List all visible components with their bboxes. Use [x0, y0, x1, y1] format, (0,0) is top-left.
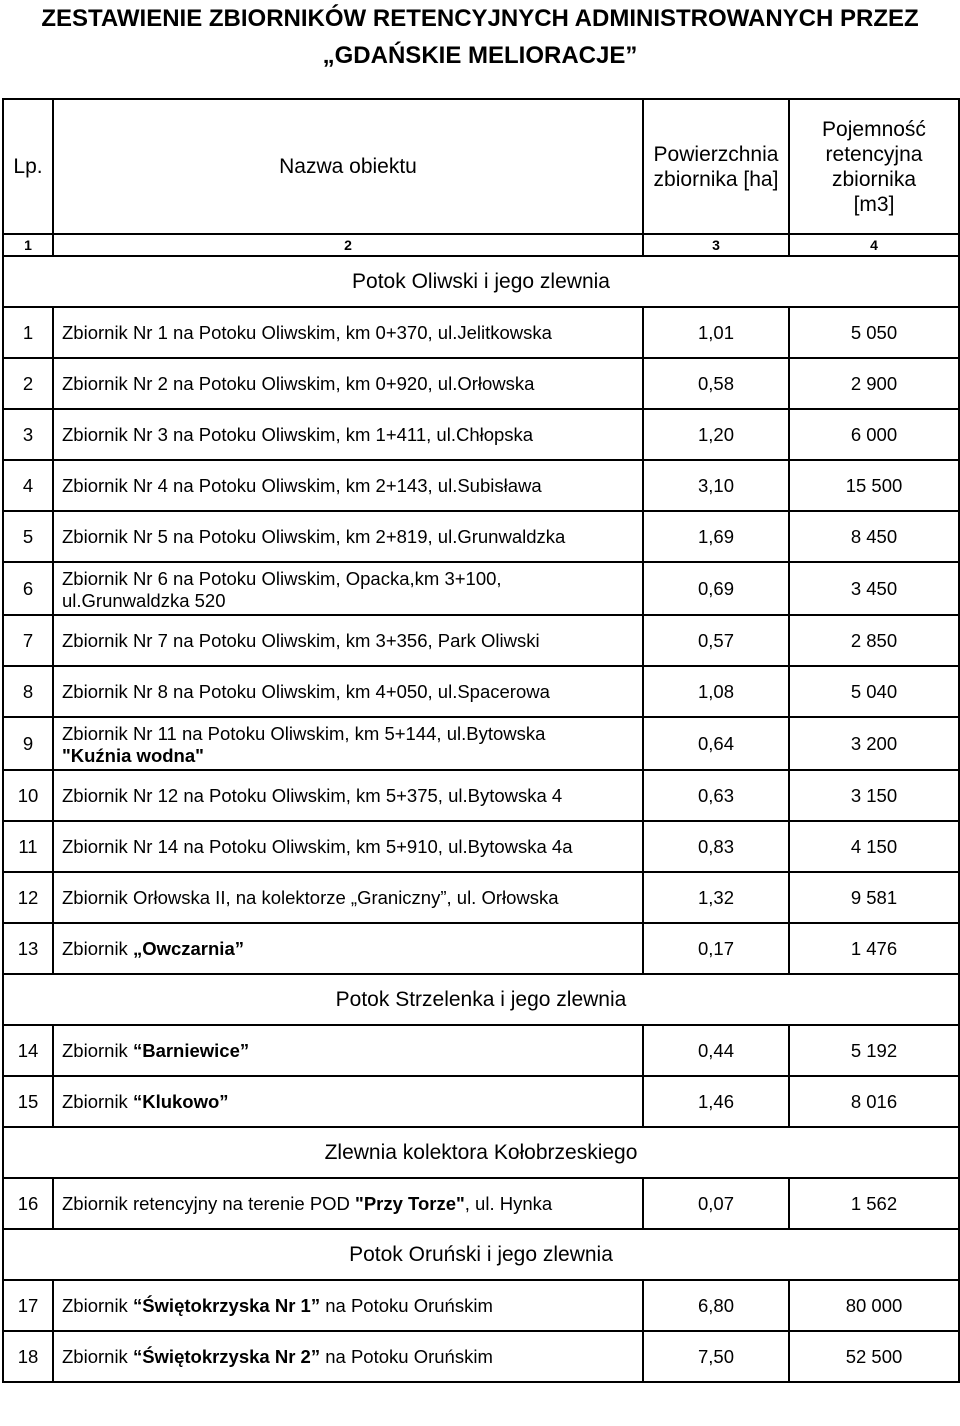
header-name: Nazwa obiektu — [53, 99, 643, 234]
cell-capacity: 3 200 — [789, 717, 959, 770]
cell-name — [53, 1331, 643, 1382]
cell-capacity: 15 500 — [789, 460, 959, 511]
cell-name-line-2: ul.Grunwaldzka 520 — [62, 589, 226, 611]
cell-capacity: 5 040 — [789, 666, 959, 717]
cell-name-line-2: "Kuźnia wodna" — [62, 744, 204, 766]
cell-name-bold: "Przy Torze" — [355, 1192, 465, 1214]
cell-lp: 4 — [3, 460, 53, 511]
section-row — [3, 1229, 959, 1280]
cell-capacity: 1 476 — [789, 923, 959, 974]
cell-name — [53, 1076, 643, 1127]
cell-area: 0,57 — [643, 615, 789, 666]
cell-name: Zbiornik Nr 1 na Potoku Oliwskim, km 0+370, ul.Jelitkowska — [53, 307, 643, 358]
cell-area: 6,80 — [643, 1280, 789, 1331]
cell-name: Zbiornik Nr 8 na Potoku Oliwskim, km 4+050, ul.Spacerowa — [53, 666, 643, 717]
header-capacity-text: Pojemność retencyjna zbiornika [m3] — [822, 117, 926, 216]
cell-name-bold: “Świętokrzyska Nr 2” — [132, 1345, 321, 1367]
cell-capacity: 2 900 — [789, 358, 959, 409]
cell-name — [53, 1178, 643, 1229]
table-row — [3, 1025, 959, 1076]
cell-lp: 18 — [3, 1331, 53, 1382]
cell-lp: 17 — [3, 1280, 53, 1331]
section-title: Potok Strzelenka i jego zlewnia — [3, 974, 959, 1025]
cell-lp: 13 — [3, 923, 53, 974]
table-row — [3, 821, 959, 872]
title-line-2: „GDAŃSKIE MELIORACJE” — [322, 42, 638, 69]
cell-lp: 11 — [3, 821, 53, 872]
cell-capacity: 3 450 — [789, 562, 959, 615]
cell-capacity: 8 450 — [789, 511, 959, 562]
title-line-1: ZESTAWIENIE ZBIORNIKÓW RETENCYJNYCH ADMINISTROWANYCH PRZEZ — [41, 5, 919, 32]
cell-lp: 14 — [3, 1025, 53, 1076]
table-row — [3, 872, 959, 923]
cell-area: 0,83 — [643, 821, 789, 872]
cell-capacity: 2 850 — [789, 615, 959, 666]
section-title: Zlewnia kolektora Kołobrzeskiego — [3, 1127, 959, 1178]
cell-name — [53, 923, 643, 974]
cell-area: 0,17 — [643, 923, 789, 974]
cell-name-suffix: na Potoku Oruńskim — [320, 1345, 493, 1367]
section-row — [3, 1127, 959, 1178]
table-row — [3, 1331, 959, 1382]
table-row — [3, 770, 959, 821]
table-row — [3, 562, 959, 615]
cell-name: Zbiornik Nr 5 na Potoku Oliwskim, km 2+819, ul.Grunwaldzka — [53, 511, 643, 562]
column-number: 1 — [3, 234, 53, 256]
cell-name: Zbiornik Nr 7 na Potoku Oliwskim, km 3+356, Park Oliwski — [53, 615, 643, 666]
cell-name-bold: “Świętokrzyska Nr 1” — [132, 1294, 321, 1316]
cell-name: Zbiornik Nr 4 na Potoku Oliwskim, km 2+143, ul.Subisława — [53, 460, 643, 511]
cell-area: 1,32 — [643, 872, 789, 923]
cell-name-bold: „Owczarnia” — [132, 937, 244, 959]
cell-lp: 16 — [3, 1178, 53, 1229]
table-row — [3, 307, 959, 358]
cell-area: 0,58 — [643, 358, 789, 409]
cell-area: 1,20 — [643, 409, 789, 460]
cell-lp: 9 — [3, 717, 53, 770]
column-number: 3 — [643, 234, 789, 256]
cell-area: 0,63 — [643, 770, 789, 821]
section-title: Potok Oruński i jego zlewnia — [3, 1229, 959, 1280]
cell-capacity: 5 050 — [789, 307, 959, 358]
cell-name: Zbiornik Orłowska II, na kolektorze „Graniczny”, ul. Orłowska — [53, 872, 643, 923]
table-row — [3, 717, 959, 770]
cell-area: 1,01 — [643, 307, 789, 358]
cell-name-suffix: , ul. Hynka — [464, 1192, 553, 1214]
cell-lp: 8 — [3, 666, 53, 717]
cell-lp: 7 — [3, 615, 53, 666]
cell-name-bold: “Barniewice” — [132, 1039, 250, 1061]
table-row — [3, 615, 959, 666]
cell-name: Zbiornik Nr 14 na Potoku Oliwskim, km 5+910, ul.Bytowska 4a — [53, 821, 643, 872]
cell-name-line-1: Zbiornik Nr 6 na Potoku Oliwskim, Opacka,km 3+100, — [62, 567, 502, 589]
table-row — [3, 409, 959, 460]
cell-name — [53, 562, 643, 615]
cell-lp: 6 — [3, 562, 53, 615]
cell-lp: 2 — [3, 358, 53, 409]
cell-capacity: 80 000 — [789, 1280, 959, 1331]
cell-name-bold: “Klukowo” — [132, 1090, 229, 1112]
cell-area: 0,44 — [643, 1025, 789, 1076]
cell-area: 0,64 — [643, 717, 789, 770]
cell-area: 7,50 — [643, 1331, 789, 1382]
table-header-row — [3, 99, 959, 234]
table-row — [3, 358, 959, 409]
cell-capacity: 3 150 — [789, 770, 959, 821]
cell-name: Zbiornik Nr 2 na Potoku Oliwskim, km 0+920, ul.Orłowska — [53, 358, 643, 409]
cell-name-prefix: Zbiornik — [62, 1345, 133, 1367]
column-number: 4 — [789, 234, 959, 256]
reservoir-table — [2, 98, 960, 1383]
cell-lp: 10 — [3, 770, 53, 821]
cell-name-prefix: Zbiornik — [62, 1090, 133, 1112]
cell-name-prefix: Zbiornik — [62, 937, 133, 959]
table-row — [3, 666, 959, 717]
cell-capacity: 8 016 — [789, 1076, 959, 1127]
header-area — [643, 99, 789, 234]
cell-area: 1,08 — [643, 666, 789, 717]
cell-lp: 1 — [3, 307, 53, 358]
cell-name-prefix: Zbiornik — [62, 1294, 133, 1316]
table-row — [3, 460, 959, 511]
cell-capacity: 1 562 — [789, 1178, 959, 1229]
cell-capacity: 52 500 — [789, 1331, 959, 1382]
cell-name-suffix: na Potoku Oruńskim — [320, 1294, 493, 1316]
cell-name: Zbiornik Nr 12 na Potoku Oliwskim, km 5+375, ul.Bytowska 4 — [53, 770, 643, 821]
cell-capacity: 5 192 — [789, 1025, 959, 1076]
cell-lp: 3 — [3, 409, 53, 460]
cell-area: 0,07 — [643, 1178, 789, 1229]
cell-name — [53, 717, 643, 770]
cell-lp: 15 — [3, 1076, 53, 1127]
cell-area: 0,69 — [643, 562, 789, 615]
cell-name — [53, 1025, 643, 1076]
section-row — [3, 974, 959, 1025]
cell-name-prefix: Zbiornik retencyjny na terenie POD — [62, 1192, 356, 1214]
cell-capacity: 4 150 — [789, 821, 959, 872]
cell-name: Zbiornik Nr 3 na Potoku Oliwskim, km 1+411, ul.Chłopska — [53, 409, 643, 460]
table-row — [3, 1076, 959, 1127]
table-row — [3, 511, 959, 562]
cell-capacity: 9 581 — [789, 872, 959, 923]
header-lp: Lp. — [3, 99, 53, 234]
cell-area: 1,69 — [643, 511, 789, 562]
header-capacity — [789, 99, 959, 234]
column-number: 2 — [53, 234, 643, 256]
cell-name-line-1: Zbiornik Nr 11 na Potoku Oliwskim, km 5+144, ul.Bytowska — [62, 722, 546, 744]
cell-name — [53, 1280, 643, 1331]
table-row — [3, 1280, 959, 1331]
cell-lp: 5 — [3, 511, 53, 562]
table-row — [3, 923, 959, 974]
cell-name-prefix: Zbiornik — [62, 1039, 133, 1061]
header-area-text: Powierzchnia zbiornika [ha] — [653, 142, 779, 191]
document-title — [0, 0, 960, 74]
section-title: Potok Oliwski i jego zlewnia — [3, 256, 959, 307]
table-row — [3, 1178, 959, 1229]
cell-area: 3,10 — [643, 460, 789, 511]
section-row — [3, 256, 959, 307]
cell-area: 1,46 — [643, 1076, 789, 1127]
cell-lp: 12 — [3, 872, 53, 923]
column-number-row — [3, 234, 959, 256]
cell-capacity: 6 000 — [789, 409, 959, 460]
